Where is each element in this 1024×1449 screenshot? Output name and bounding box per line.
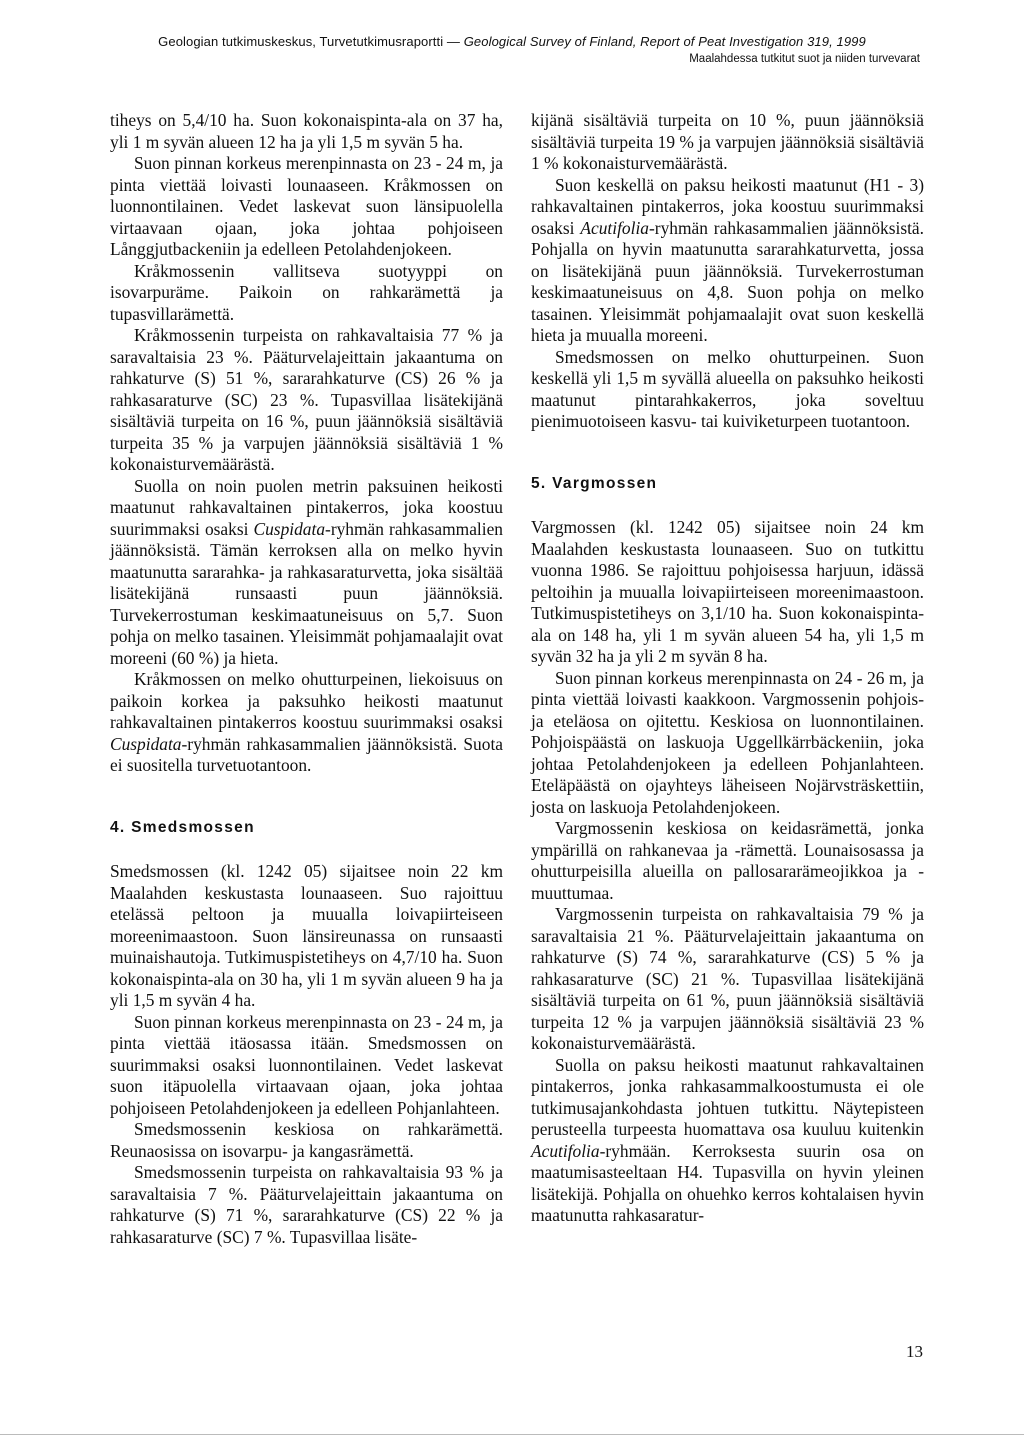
paragraph: Smedsmossenin turpeista on rahkavaltaisia 93 % ja saravaltaisia 7 %. Pääturvelajeittain jakaantuma on rahkaturve (S) 71 %, sararahkaturve (CS) 22 % ja rahkasaraturve (SC) 7 %. Tupasvillaa lisäte- (110, 1162, 503, 1247)
paragraph: Smedsmossenin keskiosa on rahkarämettä. Reunaosissa on isovarpu- ja kangasrämettä. (110, 1119, 503, 1161)
paragraph: Smedsmossen on melko ohutturpeinen. Suon keskellä yli 1,5 m syvällä alueella on paksuhko heikosti maatunut pintarahkakerros, joka soveltuu pienimuotoiseen kasvu- tai kuiviketurpeen tuotantoon. (531, 346, 924, 431)
taxon-name: Cuspidata (110, 733, 182, 754)
header-citation (0, 34, 1024, 49)
left-column (110, 110, 503, 1248)
paragraph: Suolla on noin puolen metrin paksuinen heikosti maatunut rahkavaltainen pintakerros, joka koostuu suurimmaksi osaksi Cuspidata-ryhmän rahkasammalien jäännöksistä. Tämän kerroksen alla on melko hyvin maatunutta sararahka- ja rahkasaraturvetta, joka sisältää lisätekijänä runsaasti puun jäännöksiä. Turvekerrostuman keskimaatuneisuus on 5,7. Suon pohja on melko tasainen. Yleisimmät pohjamaalajit ovat moreeni (60 %) ja hieta. (110, 475, 503, 668)
paragraph: Suolla on paksu heikosti maatunut rahkavaltainen pintakerros, jonka rahkasammalkoostumusta ei ole tutkimusajankohdasta johtuen tutkittu. Näytepisteen perusteella turpeesta huomattava osa kuuluu kuitenkin Acutifolia-ryhmään. Kerroksesta suurin osa on maatumisasteeltaan H4. Tupasvilla on hyvin yleinen lisätekijä. Pohjalla on ohuehko kerros kohtalaisen hyvin maatunutta rahkasaratur- (531, 1054, 924, 1225)
paragraph: tiheys on 5,4/10 ha. Suon kokonaispinta-ala on 37 ha, yli 1 m syvän alueen 12 ha ja yli 1,5 m syvän 5 ha. (110, 110, 503, 152)
paragraph: Suon pinnan korkeus merenpinnasta on 24 - 26 m, ja pinta viettää loivasti kaakkoon. Vargmossenin pohjois- ja eteläosa on ojitettu. Keskiosa on luonnontilainen. Pohjoispäästä on laskuoja Uggellkärrbäckeniin, joka johtaa Petolahdenjokeen ja edelleen Pohjanlahteen. Eteläpäästä on ojayhteys läheiseen Nojärvsträskettiin, josta on laskuoja Petolahdenjokeen. (531, 667, 924, 817)
page-number: 13 (906, 1342, 923, 1361)
taxon-name: Cuspidata (253, 518, 326, 539)
header-org: Geologian tutkimuskeskus, Turvetutkimusraportti — (158, 34, 464, 49)
section-heading-vargmossen: 5. Vargmossen (531, 474, 658, 492)
paragraph: Kråkmossenin vallitseva suotyyppi on isovarpuräme. Paikoin on rahkarämettä ja tupasvillarämettä. (110, 260, 503, 324)
running-header (0, 34, 1024, 65)
header-series: Geological Survey of Finland, Report of Peat Investigation 319, 1999 (463, 34, 866, 49)
paragraph: Vargmossenin turpeista on rahkavaltaisia 79 % ja saravaltaisia 21 %. Pääturvelajeittain jakaantuma on rahkaturve (S) 74 %, sararahkaturve (CS) 5 % ja rahkasaraturve (SC) 21 %. Tupasvillaa lisätekijänä sisältäviä turpeita on 61 %, puun jäännöksiä sisältäviä turpeita 12 % ja varpujen jäännöksiä sisältäviä 23 % kokonaisturvemäärästä. (531, 904, 924, 1053)
paragraph: Suon pinnan korkeus merenpinnasta on 23 - 24 m, ja pinta viettää itäosassa itään. Smedsmossen on suurimmaksi osaksi luonnontilainen. Vedet laskevat suon itäpuolella virtaavaan ojaan, joka johtaa pohjoiseen Petolahdenjokeen ja edelleen Pohjanlahteen. (110, 1011, 503, 1118)
bottom-rule (0, 1434, 1024, 1435)
paragraph: Vargmossen (kl. 1242 05) sijaitsee noin 24 km Maalahden keskustasta lounaaseen. Suo on tutkittu vuonna 1986. Se rajoittuu pohjoisessa harjuun, idässä peltoihin ja muualla loivapiirteiseen moreenimaastoon. Tutkimuspistetiheys on 3,1/10 ha. Suon kokonaispinta-ala on 148 ha, yli 1 m syvän alueen 54 ha, yli 1,5 m syvän 32 ha ja yli 2 m syvän 8 ha. (531, 517, 924, 666)
paragraph: Suon keskellä on paksu heikosti maatunut (H1 - 3) rahkavaltainen pintakerros, joka koostuu suurimmaksi osaksi Acutifolia-ryhmän rahkasammalien jäännöksistä. Pohjalla on hyvin maatunutta sararahkaturvetta, jossa on lisätekijänä puun jäännöksiä. Turvekerrostuman keskimaatuneisuus on 4,8. Suon pohja on melko tasainen. Yleisimmät pohjamaalajit ovat suon keskellä hieta ja muualla moreeni. (531, 174, 924, 345)
section-heading-smedsmossen: 4. Smedsmossen (110, 818, 255, 836)
paragraph: Smedsmossen (kl. 1242 05) sijaitsee noin 22 km Maalahden keskustasta lounaaseen. Suo rajoittuu etelässä peltoon ja muualla loivapiirteiseen moreenimaastoon. Suon länsireunassa on runsaasti muinaishautoja. Tutkimuspistetiheys on 4,7/10 ha. Suon kokonaispinta-ala on 30 ha, yli 1 m syvän alueen 9 ha ja yli 1,5 m syvän 4 ha. (110, 861, 503, 1010)
paragraph: Suon pinnan korkeus merenpinnasta on 23 - 24 m, ja pinta viettää loivasti lounaaseen. Kråkmossen on luonnontilainen. Vedet laskevat suon länsipuolella virtaavaan ojaan, joka johtaa pohjoiseen Långgjutbackeniin ja edelleen Petolahdenjokeen. (110, 153, 503, 259)
right-column (531, 110, 924, 1227)
paragraph: Kråkmossen on melko ohutturpeinen, liekoisuus on paikoin korkea ja paksuhko heikosti maatunut rahkavaltainen pintakerros koostuu suurimmaksi osaksi Cuspidata-ryhmän rahkasammalien jäännöksistä. Suota ei suositella turvetuotantoon. (110, 669, 503, 775)
paragraph: Vargmossenin keskiosa on keidasrämettä, jonka ympärillä on rahkanevaa ja -rämettä. Lounaisosassa ja ohutturpeisilla alueilla on pallosararämeojikkoa ja -muuttumaa. (531, 818, 924, 903)
paragraph: kijänä sisältäviä turpeita on 10 %, puun jäännöksiä sisältäviä turpeita 19 % ja varpujen jäännöksiä sisältäviä 1 % kokonaisturvemäärästä. (531, 110, 924, 173)
taxon-name: Acutifolia (580, 217, 649, 238)
header-report-title: Maalahdessa tutkitut suot ja niiden turvevarat (689, 53, 920, 65)
paragraph: Kråkmossenin turpeista on rahkavaltaisia 77 % ja saravaltaisia 23 %. Pääturvelajeittain jakaantuma on rahkaturve (S) 51 %, sararahkaturve (CS) 26 % ja rahkasaraturve (SC) 23 %. Tupasvillaa lisätekijänä sisältäviä turpeita on 16 %, puun jäännöksiä sisältäviä turpeita 35 % ja varpujen jäännöksiä sisältäviä 1 % kokonaisturvemäärästä. (110, 325, 503, 474)
taxon-name: Acutifolia (531, 1140, 600, 1161)
